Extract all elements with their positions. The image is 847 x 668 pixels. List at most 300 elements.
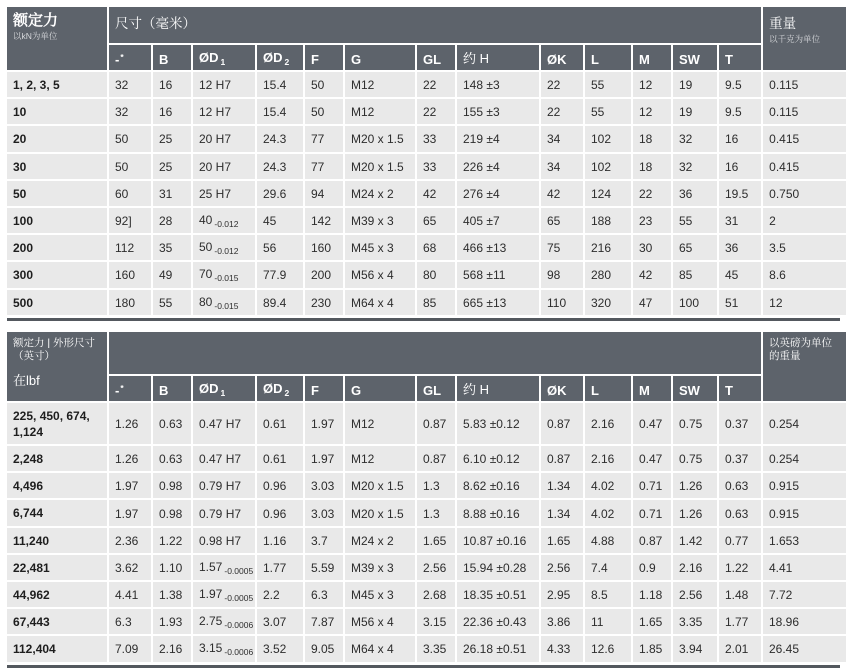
table-cell: 22: [417, 72, 455, 97]
table-cell: 34: [541, 126, 583, 151]
table-cell: 0.415: [763, 126, 846, 151]
table-cell: 2.01: [719, 636, 761, 661]
table-cell: M20 x 1.5: [345, 500, 415, 525]
table-cell: 0.96: [257, 500, 303, 525]
table-cell: 29.6: [257, 181, 303, 206]
table-cell: 1.22: [719, 555, 761, 580]
table-row: [7, 636, 846, 661]
table-cell: 1.3: [417, 500, 455, 525]
table-cell: 22: [541, 72, 583, 97]
table-cell: 92]: [109, 208, 151, 233]
column-header: B: [153, 45, 191, 70]
table-cell: 18: [633, 126, 671, 151]
column-header: G: [345, 45, 415, 70]
table-cell: 18.35 ±0.51: [457, 582, 539, 607]
table-cell: 22: [417, 99, 455, 124]
table-cell: 0.75: [673, 446, 717, 471]
table-row: [7, 446, 846, 471]
table-cell: 200: [305, 262, 343, 287]
table-cell: 36: [673, 181, 717, 206]
table-cell: 19: [673, 99, 717, 124]
imperial-table-body: [7, 403, 846, 662]
table-cell: 4.41: [763, 555, 846, 580]
table-cell: 0.96: [257, 473, 303, 498]
table-cell: 0.47: [633, 403, 671, 444]
table-cell: 0.87: [417, 403, 455, 444]
table-cell: 0.115: [763, 99, 846, 124]
table-cell: M45 x 3: [345, 235, 415, 260]
table-cell: 1.38: [153, 582, 191, 607]
table-cell: 68: [417, 235, 455, 260]
column-header: L: [585, 376, 631, 401]
table-cell: 30: [633, 235, 671, 260]
table-cell: 1.57 $_{-0.0005}$: [193, 555, 255, 580]
table-cell: 0.37: [719, 403, 761, 444]
table-cell: 12: [633, 72, 671, 97]
table-cell: 55: [153, 290, 191, 315]
table-cell: M45 x 3: [345, 582, 415, 607]
table-cell: 31: [719, 208, 761, 233]
table-cell: 9.5: [719, 72, 761, 97]
table-cell: 19: [673, 72, 717, 97]
table-cell: 0.63: [153, 403, 191, 444]
row-label: 67,443: [7, 609, 107, 634]
table-cell: M12: [345, 72, 415, 97]
column-header: GL: [417, 376, 455, 401]
table-cell: 11: [585, 609, 631, 634]
table-cell: 188: [585, 208, 631, 233]
column-header: ØK: [541, 45, 583, 70]
table-cell: M24 x 2: [345, 181, 415, 206]
row-label: 100: [7, 208, 107, 233]
table-cell: 2.95: [541, 582, 583, 607]
column-header: ØD $_2$: [257, 45, 303, 70]
column-header: ØD $_1$: [193, 45, 255, 70]
table-cell: 2.36: [109, 528, 151, 553]
table-cell: 50: [109, 154, 151, 179]
row-label: 11,240: [7, 528, 107, 553]
table-cell: 12: [633, 99, 671, 124]
row-label: 225, 450, 674, 1,124: [7, 403, 107, 444]
table-cell: 1.18: [633, 582, 671, 607]
table-cell: 16: [153, 72, 191, 97]
table-cell: 1.77: [719, 609, 761, 634]
table-cell: 8.62 ±0.16: [457, 473, 539, 498]
table-cell: 85: [417, 290, 455, 315]
table-cell: 50: [305, 99, 343, 124]
rated-force-unit: 在lbf: [13, 372, 40, 388]
table-cell: 70 $_{-0.015}$: [193, 262, 255, 287]
table-cell: 3.15: [417, 609, 455, 634]
table-cell: 34: [541, 154, 583, 179]
table-cell: M20 x 1.5: [345, 154, 415, 179]
table-cell: 75: [541, 235, 583, 260]
table-cell: 9.5: [719, 99, 761, 124]
table-row: [7, 555, 846, 580]
table-cell: 320: [585, 290, 631, 315]
table-cell: 2.16: [673, 555, 717, 580]
table-cell: 18.96: [763, 609, 846, 634]
table-cell: 24.3: [257, 154, 303, 179]
column-header: F: [305, 45, 343, 70]
table-cell: 8.5: [585, 582, 631, 607]
row-label: 10: [7, 99, 107, 124]
table-cell: 6.3: [305, 582, 343, 607]
table-cell: 1.77: [257, 555, 303, 580]
table-cell: 42: [417, 181, 455, 206]
table-cell: 160: [305, 235, 343, 260]
table-cell: 7.72: [763, 582, 846, 607]
row-label: 300: [7, 262, 107, 287]
table-cell: 23: [633, 208, 671, 233]
column-header: ØD $_2$: [257, 376, 303, 401]
table-cell: 1.26: [109, 446, 151, 471]
table-cell: M12: [345, 403, 415, 444]
table-cell: 85: [673, 262, 717, 287]
table-cell: 0.79 H7: [193, 500, 255, 525]
table-cell: 1.26: [109, 403, 151, 444]
table-cell: 112: [109, 235, 151, 260]
table-cell: 26.45: [763, 636, 846, 661]
row-label: 30: [7, 154, 107, 179]
table-cell: 2.16: [585, 403, 631, 444]
table-cell: 102: [585, 154, 631, 179]
rated-force-title: 额定力 | 外形尺寸（英寸）: [13, 336, 96, 363]
column-header: 约 H: [457, 376, 539, 401]
table-cell: 0.75: [673, 403, 717, 444]
metric-table-bottom-rule: [7, 318, 840, 321]
table-cell: 45: [257, 208, 303, 233]
table-cell: 0.77: [719, 528, 761, 553]
column-header: ØD $_1$: [193, 376, 255, 401]
table-cell: 1.93: [153, 609, 191, 634]
table-cell: 0.63: [719, 473, 761, 498]
weight-header: [763, 332, 846, 401]
title-header-row: [7, 332, 846, 374]
table-cell: 0.71: [633, 500, 671, 525]
table-row: [7, 582, 846, 607]
table-cell: 49: [153, 262, 191, 287]
table-cell: 15.4: [257, 72, 303, 97]
row-label: 20: [7, 126, 107, 151]
table-cell: 1.48: [719, 582, 761, 607]
table-cell: 42: [633, 262, 671, 287]
table-cell: 1.3: [417, 473, 455, 498]
imperial-table-bottom-rule: [7, 665, 840, 668]
table-cell: 25: [153, 154, 191, 179]
metric-dimensions-table: [5, 5, 847, 317]
table-row: [7, 473, 846, 498]
weight-title: 重量: [769, 16, 797, 31]
column-header: T: [719, 45, 761, 70]
row-label: 112,404: [7, 636, 107, 661]
row-label: 2,248: [7, 446, 107, 471]
weight-header: [763, 7, 846, 70]
table-cell: 665 ±13: [457, 290, 539, 315]
row-label: 22,481: [7, 555, 107, 580]
table-cell: 3.5: [763, 235, 846, 260]
table-cell: 0.63: [719, 500, 761, 525]
table-row: [7, 99, 846, 124]
table-cell: 1.65: [633, 609, 671, 634]
table-cell: 3.07: [257, 609, 303, 634]
table-cell: 2.56: [541, 555, 583, 580]
table-cell: 4.88: [585, 528, 631, 553]
table-cell: 216: [585, 235, 631, 260]
table-cell: 2.68: [417, 582, 455, 607]
table-cell: 26.18 ±0.51: [457, 636, 539, 661]
table-cell: M24 x 2: [345, 528, 415, 553]
table-cell: 1.34: [541, 473, 583, 498]
table-cell: 2.56: [417, 555, 455, 580]
table-cell: 20 H7: [193, 154, 255, 179]
table-cell: 9.05: [305, 636, 343, 661]
table-row: [7, 154, 846, 179]
table-cell: 33: [417, 154, 455, 179]
table-cell: 56: [257, 235, 303, 260]
column-header: SW: [673, 45, 717, 70]
table-row: [7, 262, 846, 287]
table-row: [7, 181, 846, 206]
table-cell: 0.254: [763, 446, 846, 471]
table-cell: 0.47 H7: [193, 403, 255, 444]
table-cell: 51: [719, 290, 761, 315]
table-cell: 1.97: [109, 500, 151, 525]
table-cell: 42: [541, 181, 583, 206]
table-cell: 0.87: [541, 446, 583, 471]
column-header: M: [633, 376, 671, 401]
table-cell: 2.16: [153, 636, 191, 661]
table-cell: 3.7: [305, 528, 343, 553]
table-cell: 7.87: [305, 609, 343, 634]
table-cell: 1.10: [153, 555, 191, 580]
table-cell: 25: [153, 126, 191, 151]
row-label: 4,496: [7, 473, 107, 498]
table-cell: 12: [763, 290, 846, 315]
table-cell: 89.4: [257, 290, 303, 315]
column-header: ØK: [541, 376, 583, 401]
row-label: 500: [7, 290, 107, 315]
table-cell: 33: [417, 126, 455, 151]
table-cell: 3.35: [673, 609, 717, 634]
table-cell: 32: [673, 126, 717, 151]
rated-force-unit: 以kN为单位: [13, 31, 58, 42]
table-cell: 0.61: [257, 446, 303, 471]
rated-force-title: 额定力: [13, 12, 59, 29]
table-row: [7, 609, 846, 634]
table-cell: M64 x 4: [345, 636, 415, 661]
table-cell: 16: [153, 99, 191, 124]
table-cell: 1.653: [763, 528, 846, 553]
table-cell: 24.3: [257, 126, 303, 151]
table-cell: 0.415: [763, 154, 846, 179]
table-cell: 3.35: [417, 636, 455, 661]
table-cell: 5.83 ±0.12: [457, 403, 539, 444]
table-cell: 15.94 ±0.28: [457, 555, 539, 580]
table-cell: 4.33: [541, 636, 583, 661]
table-cell: 0.254: [763, 403, 846, 444]
table-cell: 16: [719, 126, 761, 151]
row-label: 50: [7, 181, 107, 206]
table-cell: M56 x 4: [345, 262, 415, 287]
metric-table-body: [7, 72, 846, 315]
table-cell: 2.2: [257, 582, 303, 607]
column-header: F: [305, 376, 343, 401]
table-cell: M12: [345, 99, 415, 124]
table-cell: 60: [109, 181, 151, 206]
table-cell: 15.4: [257, 99, 303, 124]
table-cell: M64 x 4: [345, 290, 415, 315]
table-cell: 32: [109, 99, 151, 124]
table-cell: 3.94: [673, 636, 717, 661]
table-row: [7, 72, 846, 97]
table-cell: 1.22: [153, 528, 191, 553]
column-header: 约 H: [457, 45, 539, 70]
table-cell: 10.87 ±0.16: [457, 528, 539, 553]
table-cell: 0.98: [153, 473, 191, 498]
dimensions-header: [109, 332, 761, 374]
table-cell: 100: [673, 290, 717, 315]
row-label: 6,744: [7, 500, 107, 525]
table-cell: 3.15 $_{-0.0006}$: [193, 636, 255, 661]
table-cell: 142: [305, 208, 343, 233]
table-cell: 3.52: [257, 636, 303, 661]
table-cell: 568 ±11: [457, 262, 539, 287]
table-cell: 25 H7: [193, 181, 255, 206]
table-cell: 0.98: [153, 500, 191, 525]
weight-unit: 以千克为单位: [769, 34, 821, 44]
column-header: M: [633, 45, 671, 70]
column-header: B: [153, 376, 191, 401]
table-cell: 65: [541, 208, 583, 233]
table-cell: 0.87: [541, 403, 583, 444]
table-cell: 2.75 $_{-0.0006}$: [193, 609, 255, 634]
column-header: L: [585, 45, 631, 70]
table-cell: 4.41: [109, 582, 151, 607]
table-row: [7, 500, 846, 525]
table-cell: 55: [585, 72, 631, 97]
row-label: 1, 2, 3, 5: [7, 72, 107, 97]
table-cell: 2.16: [585, 446, 631, 471]
table-cell: 0.79 H7: [193, 473, 255, 498]
table-cell: 4.02: [585, 500, 631, 525]
table-cell: 50 $_{-0.012}$: [193, 235, 255, 260]
table-cell: 32: [109, 72, 151, 97]
table-cell: 20 H7: [193, 126, 255, 151]
table-cell: 77.9: [257, 262, 303, 287]
column-header-row: [7, 45, 846, 70]
table-cell: M39 x 3: [345, 555, 415, 580]
table-cell: 0.115: [763, 72, 846, 97]
table-cell: 0.47: [633, 446, 671, 471]
table-cell: 280: [585, 262, 631, 287]
dimensions-header: [109, 7, 761, 43]
table-cell: 0.63: [153, 446, 191, 471]
column-header: SW: [673, 376, 717, 401]
table-cell: 3.62: [109, 555, 151, 580]
table-cell: 18: [633, 154, 671, 179]
table-cell: M20 x 1.5: [345, 473, 415, 498]
table-cell: 219 ±4: [457, 126, 539, 151]
table-cell: 0.87: [633, 528, 671, 553]
table-cell: 47: [633, 290, 671, 315]
table-cell: M56 x 4: [345, 609, 415, 634]
table-cell: 3.03: [305, 500, 343, 525]
title-header-row: [7, 7, 846, 43]
row-label: 44,962: [7, 582, 107, 607]
table-cell: 1.97: [109, 473, 151, 498]
column-header: -*: [109, 45, 151, 70]
table-cell: 5.59: [305, 555, 343, 580]
dimensions-title: 尺寸（毫米）: [115, 16, 196, 31]
table-cell: 1.65: [541, 528, 583, 553]
column-header: -*: [109, 376, 151, 401]
table-cell: 45: [719, 262, 761, 287]
table-cell: 0.87: [417, 446, 455, 471]
table-cell: 32: [673, 154, 717, 179]
table-cell: 2.56: [673, 582, 717, 607]
table-row: [7, 528, 846, 553]
table-cell: 65: [417, 208, 455, 233]
imperial-dimensions-table: [5, 330, 847, 664]
table-cell: M12: [345, 446, 415, 471]
table-cell: 155 ±3: [457, 99, 539, 124]
table-cell: 22: [541, 99, 583, 124]
table-cell: 22.36 ±0.43: [457, 609, 539, 634]
table-cell: 405 ±7: [457, 208, 539, 233]
table-cell: 77: [305, 154, 343, 179]
table-cell: 6.3: [109, 609, 151, 634]
table-cell: 124: [585, 181, 631, 206]
table-cell: 36: [719, 235, 761, 260]
table-cell: 8.88 ±0.16: [457, 500, 539, 525]
table-cell: 0.9: [633, 555, 671, 580]
table-cell: 148 ±3: [457, 72, 539, 97]
table-cell: 276 ±4: [457, 181, 539, 206]
table-cell: 102: [585, 126, 631, 151]
table-cell: 3.86: [541, 609, 583, 634]
table-cell: 8.6: [763, 262, 846, 287]
table-cell: 1.42: [673, 528, 717, 553]
table-cell: 180: [109, 290, 151, 315]
table-cell: 80: [417, 262, 455, 287]
table-cell: 1.16: [257, 528, 303, 553]
table-cell: 12 H7: [193, 99, 255, 124]
table-cell: 1.65: [417, 528, 455, 553]
table-cell: 0.750: [763, 181, 846, 206]
table-cell: 0.98 H7: [193, 528, 255, 553]
table-cell: 226 ±4: [457, 154, 539, 179]
table-cell: 12.6: [585, 636, 631, 661]
table-cell: 0.61: [257, 403, 303, 444]
table-row: [7, 235, 846, 260]
table-cell: 94: [305, 181, 343, 206]
table-cell: 4.02: [585, 473, 631, 498]
rated-force-header: [7, 7, 107, 70]
table-cell: 1.34: [541, 500, 583, 525]
table-cell: M20 x 1.5: [345, 126, 415, 151]
table-cell: 55: [585, 99, 631, 124]
table-cell: 160: [109, 262, 151, 287]
column-header: G: [345, 376, 415, 401]
column-header: GL: [417, 45, 455, 70]
table-cell: 1.97: [305, 403, 343, 444]
table-cell: 80 $_{-0.015}$: [193, 290, 255, 315]
table-cell: 16: [719, 154, 761, 179]
column-header: T: [719, 376, 761, 401]
table-cell: 28: [153, 208, 191, 233]
table-cell: 35: [153, 235, 191, 260]
